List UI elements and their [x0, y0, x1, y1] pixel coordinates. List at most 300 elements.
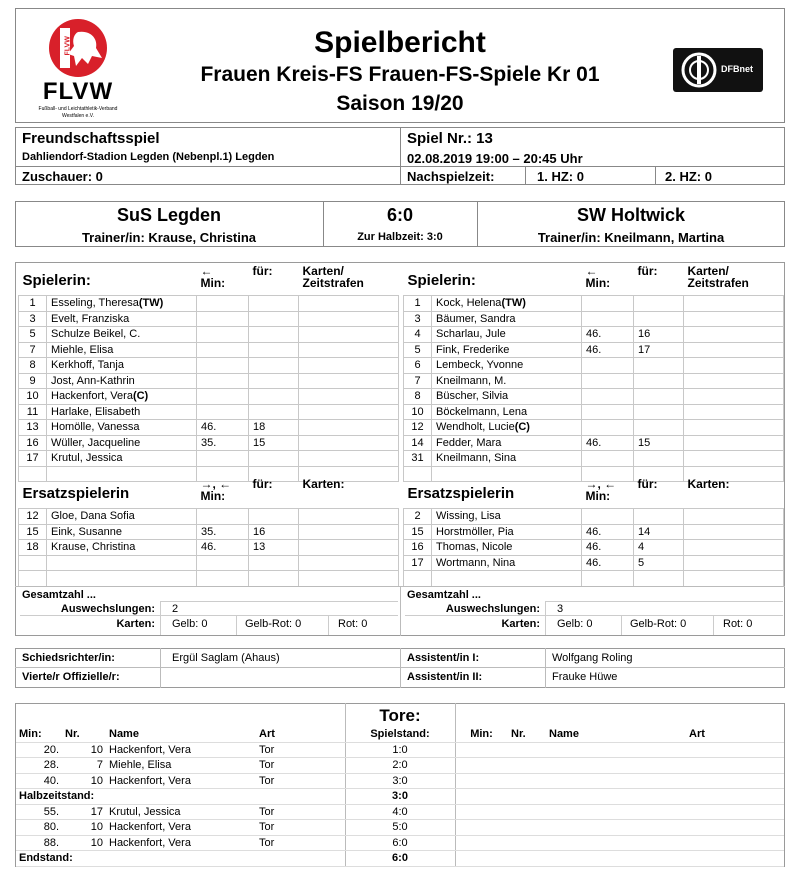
sub-for	[634, 296, 684, 312]
sub-for: 14	[634, 524, 684, 540]
goal-empty-cell	[686, 789, 784, 805]
final-score-row-value: 6:0	[345, 851, 455, 867]
sub-for	[249, 451, 299, 467]
sub-minute	[197, 509, 249, 525]
cards-cell	[684, 311, 784, 327]
cards-cell	[299, 296, 399, 312]
assistant1-name: Wolfgang Roling	[552, 652, 633, 664]
home-sub-row	[19, 540, 399, 556]
goal-name-header-2: Name	[546, 727, 686, 742]
player-number: 10	[19, 389, 47, 405]
cards-cell	[299, 358, 399, 374]
sub-for	[249, 373, 299, 389]
sub-arrows-icon: →, ←	[200, 478, 232, 491]
sub-for	[249, 555, 299, 571]
player-name: Horstmöller, Pia	[432, 524, 582, 540]
home-subs-header: Ersatzspielerin	[22, 484, 130, 502]
home-player-row	[19, 373, 399, 389]
away-subs-table	[403, 478, 784, 587]
away-sub-row	[404, 509, 784, 525]
dfb-eagle-icon	[679, 50, 719, 90]
sub-for	[249, 358, 299, 374]
player-number: 5	[404, 342, 432, 358]
cards-cell	[299, 389, 399, 405]
goal-empty-cell	[455, 804, 508, 820]
final-result: 6:0	[386, 205, 413, 225]
cards-cell	[299, 540, 399, 556]
player-name: Gloe, Dana Sofia	[47, 509, 197, 525]
halftime-score-row-label: Halbzeitstand:	[16, 789, 345, 805]
home-player-row	[19, 404, 399, 420]
away-lineup-table	[403, 265, 784, 482]
dfbnet-logo	[673, 48, 763, 92]
player-name: Bäumer, Sandra	[432, 311, 582, 327]
cards-cell	[684, 540, 784, 556]
player-name: Kneilmann, M.	[432, 373, 582, 389]
player-name: Kock, Helena(TW)	[432, 296, 582, 312]
goal-art-header-2: Art	[686, 727, 784, 742]
player-number: 16	[19, 435, 47, 451]
goal-minute: 88.	[16, 835, 62, 851]
away-sub-row	[404, 524, 784, 540]
cards-cell	[684, 509, 784, 525]
cards-cell	[684, 327, 784, 343]
sub-minute	[197, 311, 249, 327]
goal-minute: 55.	[16, 804, 62, 820]
goal-player-number: 10	[62, 835, 106, 851]
home-player-row	[19, 389, 399, 405]
goal-empty-cell	[455, 820, 508, 836]
sub-for	[249, 571, 299, 587]
sub-for: 18	[249, 420, 299, 436]
goal-empty-cell	[546, 773, 686, 789]
cards-header: Karten/	[687, 265, 729, 278]
goal-empty-cell	[455, 758, 508, 774]
goal-score: 4:0	[345, 804, 455, 820]
goal-score: 5:0	[345, 820, 455, 836]
extra-time-hz1: 1. HZ: 0	[537, 169, 584, 184]
player-number	[404, 571, 432, 587]
cards-header-2: Zeitstrafen	[302, 276, 364, 290]
match-type: Freundschaftsspiel	[22, 130, 160, 147]
goal-empty-cell	[455, 742, 508, 758]
sub-for	[634, 451, 684, 467]
player-name: Büscher, Silvia	[432, 389, 582, 405]
player-number: 13	[19, 420, 47, 436]
player-name: Wortmann, Nina	[432, 555, 582, 571]
home-sub-row	[19, 509, 399, 525]
player-number: 4	[404, 327, 432, 343]
cards-cell	[684, 420, 784, 436]
goal-min-header: Min:	[16, 727, 62, 742]
sub-minute: 46.	[582, 342, 634, 358]
sub-for	[634, 420, 684, 436]
away-player-row	[404, 435, 784, 451]
competition-title: Frauen Kreis-FS Frauen-FS-Spiele Kr 01	[200, 63, 600, 86]
goal-empty-cell	[508, 789, 546, 805]
away-player-row	[404, 373, 784, 389]
home-player-row	[19, 358, 399, 374]
player-name: Thomas, Nicole	[432, 540, 582, 556]
player-name: Böckelmann, Lena	[432, 404, 582, 420]
goal-row	[16, 804, 784, 820]
sub-minute	[197, 451, 249, 467]
sub-minute: 35.	[197, 524, 249, 540]
sub-for	[249, 389, 299, 405]
for-header: für:	[637, 478, 658, 491]
extra-time-hz2: 2. HZ: 0	[665, 169, 712, 184]
player-name	[432, 571, 582, 587]
goal-empty-cell	[508, 773, 546, 789]
for-header: für:	[252, 478, 273, 491]
goals-table	[16, 727, 784, 867]
sub-for	[634, 311, 684, 327]
match-datetime: 02.08.2019 19:00 – 20:45 Uhr	[407, 151, 583, 166]
flvw-horse-emblem-icon	[28, 18, 128, 80]
sub-minute	[197, 389, 249, 405]
player-name: Scharlau, Jule	[432, 327, 582, 343]
goals-title: Tore:	[379, 706, 421, 725]
sub-out-arrow-icon: ←	[200, 265, 213, 278]
halftime-score-row	[16, 789, 784, 805]
player-name	[47, 555, 197, 571]
sub-minute	[582, 373, 634, 389]
goal-minute: 28.	[16, 758, 62, 774]
assistant1-label: Assistent/in I:	[407, 652, 480, 664]
cards-cell	[299, 571, 399, 587]
final-score-row	[16, 851, 784, 867]
away-player-row	[404, 404, 784, 420]
sub-for: 15	[249, 435, 299, 451]
home-player-row	[19, 327, 399, 343]
goal-minute: 40.	[16, 773, 62, 789]
goal-min-header-2: Min:	[455, 727, 508, 742]
assistant2-name: Frauke Hüwe	[552, 671, 618, 683]
sub-for: 4	[634, 540, 684, 556]
flvw-caption-2: Westfalen e.V.	[62, 113, 94, 119]
sub-minute	[197, 327, 249, 343]
sub-minute: 46.	[582, 327, 634, 343]
sub-for	[249, 311, 299, 327]
cards-cell	[299, 509, 399, 525]
goal-player-number: 7	[62, 758, 106, 774]
sub-minute	[582, 509, 634, 525]
goal-score: 2:0	[345, 758, 455, 774]
goal-empty-cell	[546, 835, 686, 851]
away-sub-row	[404, 555, 784, 571]
goal-player-name: Krutul, Jessica	[106, 804, 256, 820]
player-number: 3	[404, 311, 432, 327]
cards-cell	[299, 404, 399, 420]
sub-minute	[582, 389, 634, 405]
goal-empty-cell	[546, 758, 686, 774]
player-number: 5	[19, 327, 47, 343]
sub-minute	[582, 571, 634, 587]
player-number: 6	[404, 358, 432, 374]
sub-for	[249, 342, 299, 358]
player-role-tag: (TW)	[138, 297, 164, 310]
goal-empty-cell	[686, 742, 784, 758]
goal-empty-cell	[508, 758, 546, 774]
home-player-row	[19, 342, 399, 358]
goal-empty-cell	[508, 820, 546, 836]
sub-for	[249, 327, 299, 343]
player-number: 17	[19, 451, 47, 467]
goal-empty-cell	[686, 820, 784, 836]
goal-empty-cell	[686, 804, 784, 820]
cards-cell	[684, 404, 784, 420]
away-yellow: Gelb: 0	[557, 618, 593, 630]
player-name: Kneilmann, Sina	[432, 451, 582, 467]
goal-empty-cell	[455, 789, 508, 805]
sub-minute	[582, 420, 634, 436]
flvw-ribbon-text: FLVW	[64, 36, 72, 56]
player-number: 14	[404, 435, 432, 451]
goal-empty-cell	[508, 835, 546, 851]
goal-player-name: Hackenfort, Vera	[106, 773, 256, 789]
cards-cell	[299, 451, 399, 467]
sub-minute	[197, 296, 249, 312]
home-total-label: Gesamtzahl ...	[22, 589, 96, 601]
cards-cell	[299, 435, 399, 451]
goal-type: Tor	[256, 820, 345, 836]
goal-score-header: Spielstand:	[345, 727, 455, 742]
sub-for	[634, 389, 684, 405]
player-number: 12	[404, 420, 432, 436]
away-player-row	[404, 311, 784, 327]
final-score-row-label: Endstand:	[16, 851, 345, 867]
sub-for	[634, 509, 684, 525]
away-player-row	[404, 389, 784, 405]
player-number: 8	[19, 358, 47, 374]
home-sub-row	[19, 555, 399, 571]
sub-minute	[197, 555, 249, 571]
home-player-row	[19, 435, 399, 451]
home-yellow: Gelb: 0	[172, 618, 208, 630]
cards-cell	[684, 373, 784, 389]
sub-minute: 35.	[197, 435, 249, 451]
for-header: für:	[637, 265, 658, 278]
cards-cell	[684, 555, 784, 571]
goal-score: 3:0	[345, 773, 455, 789]
away-player-row	[404, 451, 784, 467]
cards-cell	[684, 435, 784, 451]
player-name: Evelt, Franziska	[47, 311, 197, 327]
sub-minute: 46.	[582, 435, 634, 451]
cards-header: Karten:	[302, 478, 345, 491]
min-header: Min:	[585, 276, 611, 290]
min-header: Min:	[200, 276, 226, 290]
spectators: Zuschauer: 0	[22, 169, 103, 184]
away-player-row	[404, 296, 784, 312]
sub-for: 16	[634, 327, 684, 343]
away-subs-count: 3	[557, 603, 564, 615]
player-number: 18	[19, 540, 47, 556]
min-header: Min:	[585, 489, 611, 503]
sub-minute: 46.	[197, 540, 249, 556]
cards-cell	[684, 451, 784, 467]
cards-cell	[684, 571, 784, 587]
home-yellowred: Gelb-Rot: 0	[245, 618, 302, 630]
player-name	[47, 571, 197, 587]
cards-cell	[299, 327, 399, 343]
home-coach: Trainer/in: Krause, Christina	[81, 230, 257, 245]
goal-row	[16, 835, 784, 851]
home-red: Rot: 0	[338, 618, 368, 630]
home-player-row	[19, 311, 399, 327]
goal-row	[16, 820, 784, 836]
min-header: Min:	[200, 489, 226, 503]
player-name: Fink, Frederike	[432, 342, 582, 358]
sub-minute: 46.	[582, 555, 634, 571]
sub-minute: 46.	[197, 420, 249, 436]
goal-empty-cell	[546, 804, 686, 820]
cards-cell	[684, 524, 784, 540]
goal-minute: 80.	[16, 820, 62, 836]
home-cards-label: Karten:	[116, 618, 155, 630]
goal-name-header: Name	[106, 727, 256, 742]
goal-type: Tor	[256, 835, 345, 851]
away-sub-row	[404, 571, 784, 587]
goal-type: Tor	[256, 773, 345, 789]
sub-for	[249, 296, 299, 312]
home-sub-row	[19, 571, 399, 587]
extra-time-label: Nachspielzeit:	[407, 169, 495, 184]
away-sub-row	[404, 540, 784, 556]
player-number: 11	[19, 404, 47, 420]
sub-arrows-icon: →, ←	[585, 478, 617, 491]
player-name: Harlake, Elisabeth	[47, 404, 197, 420]
sub-minute	[582, 358, 634, 374]
home-player-row	[19, 451, 399, 467]
player-number: 10	[404, 404, 432, 420]
cards-cell	[299, 420, 399, 436]
home-lineup-table	[18, 265, 399, 482]
home-subs-count: 2	[172, 603, 179, 615]
sub-for	[634, 358, 684, 374]
player-name: Lembeck, Yvonne	[432, 358, 582, 374]
sub-for	[634, 373, 684, 389]
sub-minute	[197, 358, 249, 374]
goal-player-number: 10	[62, 742, 106, 758]
goal-score: 1:0	[345, 742, 455, 758]
goal-empty-cell	[455, 773, 508, 789]
player-number: 16	[404, 540, 432, 556]
goal-row	[16, 758, 784, 774]
sub-minute	[197, 373, 249, 389]
away-subs-header: Ersatzspielerin	[407, 484, 515, 502]
player-number: 15	[404, 524, 432, 540]
venue: Dahliendorf-Stadion Legden (Nebenpl.1) Legden	[22, 151, 275, 163]
sub-minute	[197, 342, 249, 358]
flvw-caption-1: Fußball- und Leichtathletik-Verband	[38, 106, 118, 112]
home-team-name: SuS Legden	[116, 205, 221, 225]
away-team-name: SW Holtwick	[576, 205, 685, 225]
flvw-logo	[28, 18, 128, 122]
goal-art-header: Art	[256, 727, 345, 742]
season-title: Saison 19/20	[336, 92, 464, 115]
goal-empty-cell	[508, 742, 546, 758]
player-number: 1	[404, 296, 432, 312]
match-number: Spiel Nr.: 13	[407, 130, 493, 147]
cards-cell	[684, 358, 784, 374]
away-player-row	[404, 342, 784, 358]
dfbnet-wordmark: DFBnet	[721, 64, 753, 74]
goal-player-name: Hackenfort, Vera	[106, 742, 256, 758]
sub-for: 5	[634, 555, 684, 571]
sub-for: 16	[249, 524, 299, 540]
sub-out-arrow-icon: ←	[585, 265, 598, 278]
goal-player-name: Hackenfort, Vera	[106, 835, 256, 851]
goal-empty-cell	[508, 851, 546, 867]
player-name: Wüller, Jacqueline	[47, 435, 197, 451]
goal-empty-cell	[546, 820, 686, 836]
goal-empty-cell	[546, 789, 686, 805]
sub-for: 17	[634, 342, 684, 358]
goal-type: Tor	[256, 742, 345, 758]
player-number: 1	[19, 296, 47, 312]
player-number: 31	[404, 451, 432, 467]
sub-for	[634, 571, 684, 587]
cards-cell	[299, 373, 399, 389]
player-name: Kerkhoff, Tanja	[47, 358, 197, 374]
goal-score: 6:0	[345, 835, 455, 851]
player-role-tag: (C)	[132, 390, 149, 403]
goal-empty-cell	[455, 851, 508, 867]
player-name: Jost, Ann-Kathrin	[47, 373, 197, 389]
goal-type: Tor	[256, 758, 345, 774]
away-yellowred: Gelb-Rot: 0	[630, 618, 687, 630]
sub-minute	[582, 311, 634, 327]
goal-empty-cell	[508, 804, 546, 820]
cards-cell	[299, 311, 399, 327]
player-number: 7	[404, 373, 432, 389]
home-subs-count-label: Auswechslungen:	[60, 603, 155, 615]
halftime-score-row-value: 3:0	[345, 789, 455, 805]
away-player-row	[404, 358, 784, 374]
sub-for: 15	[634, 435, 684, 451]
home-players-header: Spielerin:	[22, 271, 91, 289]
cards-cell	[299, 555, 399, 571]
sub-for	[249, 404, 299, 420]
away-player-row	[404, 420, 784, 436]
cards-header: Karten/	[302, 265, 344, 278]
player-number: 2	[404, 509, 432, 525]
cards-cell	[684, 296, 784, 312]
cards-cell	[684, 389, 784, 405]
goal-player-number: 17	[62, 804, 106, 820]
sub-for	[634, 404, 684, 420]
goal-player-number: 10	[62, 773, 106, 789]
flvw-wordmark: FLVW	[42, 78, 114, 105]
halftime-result: Zur Halbzeit: 3:0	[357, 231, 443, 243]
sub-minute	[582, 404, 634, 420]
sub-minute: 46.	[582, 540, 634, 556]
away-coach: Trainer/in: Kneilmann, Martina	[537, 230, 725, 245]
player-number: 8	[404, 389, 432, 405]
report-title: Spielbericht	[314, 26, 486, 59]
goal-empty-cell	[455, 835, 508, 851]
goal-empty-cell	[686, 851, 784, 867]
goal-player-name: Miehle, Elisa	[106, 758, 256, 774]
away-players-header: Spielerin:	[407, 271, 476, 289]
player-name: Eink, Susanne	[47, 524, 197, 540]
goal-empty-cell	[686, 758, 784, 774]
referee-name: Ergül Saglam (Ahaus)	[172, 652, 280, 664]
player-number	[19, 571, 47, 587]
assistant2-label: Assistent/in II:	[407, 671, 483, 683]
goal-row	[16, 742, 784, 758]
